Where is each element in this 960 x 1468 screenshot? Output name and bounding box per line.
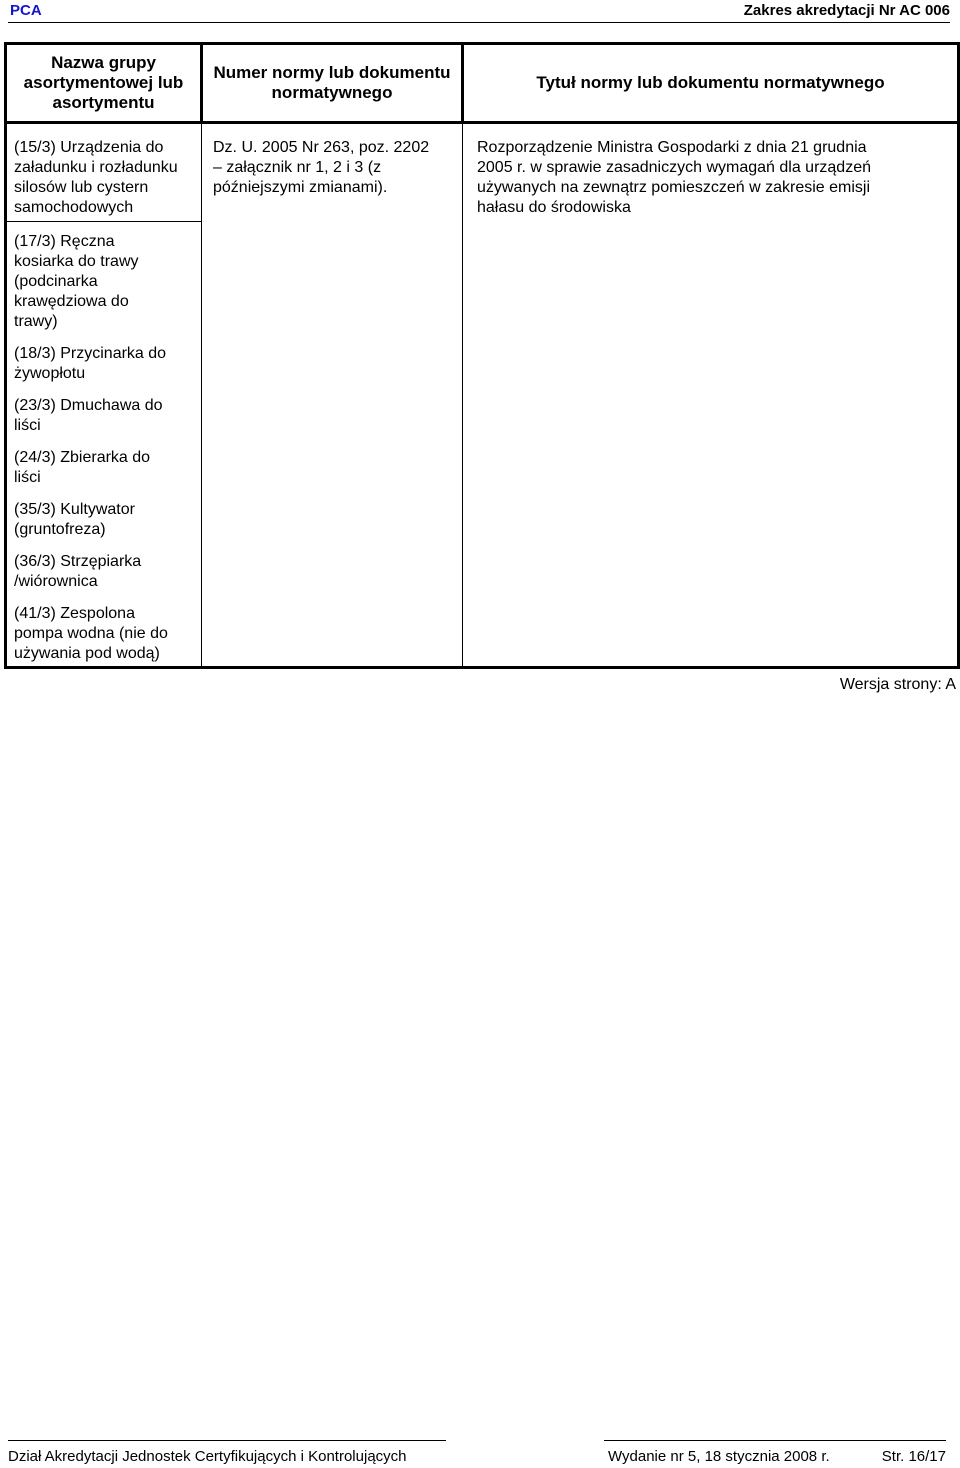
footer-edition: Wydanie nr 5, 18 stycznia 2008 r. — [608, 1448, 830, 1465]
header-org-label: PCA — [10, 2, 42, 19]
cell-group: (18/3) Przycinarka do żywopłotu — [6, 334, 202, 386]
page-version: Wersja strony: A — [839, 676, 956, 693]
column-header-norm-number: Numer normy lub dokumentu normatywnego — [202, 44, 463, 123]
table-header-row — [6, 44, 959, 123]
cell-group: (15/3) Urządzenia do załadunku i rozładunku silosów lub cystern samochodowych — [6, 123, 202, 222]
footer-rule-right — [604, 1440, 946, 1441]
footer-department: Dział Akredytacji Jednostek Certyfikujących i Kontrolujących — [8, 1448, 407, 1465]
header-document-title: Zakres akredytacji Nr AC 006 — [743, 2, 950, 19]
page-footer — [8, 1440, 946, 1468]
cell-norm-title: Rozporządzenie Ministra Gospodarki z dnia 21 grudnia 2005 r. w sprawie zasadniczych wymagań dla urządzeń używanych na zewnątrz pomieszczeń w zakresie emisji hałasu do środowiska — [463, 123, 959, 668]
column-header-norm-title: Tytuł normy lub dokumentu normatywnego — [463, 44, 959, 123]
accreditation-table — [4, 42, 960, 669]
cell-group: (24/3) Zbierarka do liści — [6, 438, 202, 490]
cell-group: (41/3) Zespolona pompa wodna (nie do używania pod wodą) — [6, 594, 202, 668]
footer-rule-left — [8, 1440, 446, 1441]
column-header-group: Nazwa grupy asortymentowej lub asortymentu — [6, 44, 202, 123]
footer-page-number: Str. 16/17 — [881, 1448, 946, 1465]
cell-norm-number: Dz. U. 2005 Nr 263, poz. 2202 – załącznik nr 1, 2 i 3 (z późniejszymi zmianami). — [202, 123, 463, 668]
cell-group: (23/3) Dmuchawa do liści — [6, 386, 202, 438]
cell-group: (35/3) Kultywator (gruntofreza) — [6, 490, 202, 542]
page-header — [8, 0, 950, 23]
cell-group: (36/3) Strzępiarka /wiórownica — [6, 542, 202, 594]
table-row — [6, 123, 959, 222]
cell-group: (17/3) Ręczna kosiarka do trawy (podcinarka krawędziowa do trawy) — [6, 222, 202, 335]
accreditation-table-container — [4, 42, 957, 669]
